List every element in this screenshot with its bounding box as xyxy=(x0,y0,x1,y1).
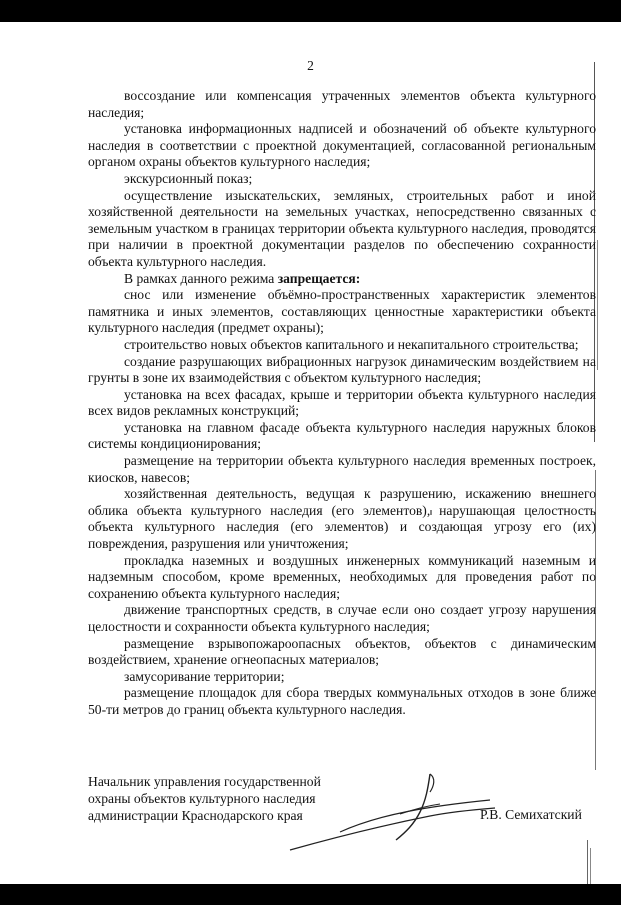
paragraph: снос или изменение объёмно-пространственных характеристик элементов памятника и иных элементов, составляющих ценностные характеристики объекта культурного наследия (предмет охраны); xyxy=(88,287,596,336)
paragraph: установка на главном фасаде объекта культурного наследия наружных блоков системы кондиционирования; xyxy=(88,419,596,452)
prohibition-intro xyxy=(88,271,596,288)
paragraph: создание разрушающих вибрационных нагрузок динамическим воздействием на грунты в зоне их взаимодействия с объектом культурного наследия; xyxy=(88,353,596,386)
scan-artifact-line xyxy=(590,848,591,884)
scan-border-bottom xyxy=(0,884,621,905)
paragraph: размещение взрывопожароопасных объектов, объектов с динамическим воздействием, хранение огнеопасных материалов; xyxy=(88,635,596,668)
paragraph: размещение площадок для сбора твердых коммунальных отходов в зоне ближе 50-ти метров до границ объекта культурного наследия. xyxy=(88,685,596,717)
scan-artifact-line xyxy=(597,240,598,370)
paragraph: размещение на территории объекта культурного наследия временных построек, киосков, навесов; xyxy=(88,453,596,485)
signatory-position-line: охраны объектов культурного наследия xyxy=(88,791,316,806)
signatory-name: Р.В. Семихатский xyxy=(480,807,582,822)
paragraph: хозяйственная деятельность, ведущая к разрушению, искажению внешнего облика объекта культурного наследия (его элементов), нарушающая целостность объекта культурного наследия (его элементов) и создающая угрозу его (их) повреждения, разрушения или уничтожения; xyxy=(88,486,596,552)
paragraph: прокладка наземных и воздушных инженерных коммуникаций наземным и надземным способом, кроме временных, необходимых для проведения работ по сохранению объекта культурного наследия; xyxy=(88,552,596,601)
signatory-position-line: Начальник управления государственной xyxy=(88,774,321,789)
paragraph: установка на всех фасадах, крыше и территории объекта культурного наследия всех видов рекламных конструкций; xyxy=(88,386,596,419)
paragraph: строительство новых объектов капитального и некапитального строительства; xyxy=(124,336,579,352)
scan-border-top xyxy=(0,0,621,22)
scan-artifact-line xyxy=(587,840,588,884)
paragraph: воссоздание или компенсация утраченных элементов объекта культурного наследия; xyxy=(88,88,596,120)
page-number: 2 xyxy=(307,58,314,73)
prohibition-intro-text: В рамках данного режима xyxy=(124,270,278,286)
paragraph: движение транспортных средств, в случае если оно создает угрозу нарушения целостности и сохранности объекта культурного наследия; xyxy=(88,602,596,634)
prohibition-colon: : xyxy=(355,270,361,286)
prohibition-keyword: запрещается xyxy=(277,270,356,286)
paragraph: экскурсионный показ; xyxy=(124,170,253,186)
paragraph: замусоривание территории; xyxy=(124,668,285,684)
document-body xyxy=(88,88,596,719)
paragraph: установка информационных надписей и обозначений об объекте культурного наследия в соответствии с проектной документацией, согласованной региональным органом охраны объектов культурного наследия; xyxy=(88,121,596,170)
paragraph: осуществление изыскательских, земляных, строительных работ и иной хозяйственной деятельности на земельных участках, непосредственно связанных с земельным участком в границах территории объекта культурного наследия, проводятся при наличии в проектной документации разделов по обеспечению сохранности объекта культурного наследия. xyxy=(88,187,596,269)
signatory-position-line: администрации Краснодарского края xyxy=(88,808,303,823)
